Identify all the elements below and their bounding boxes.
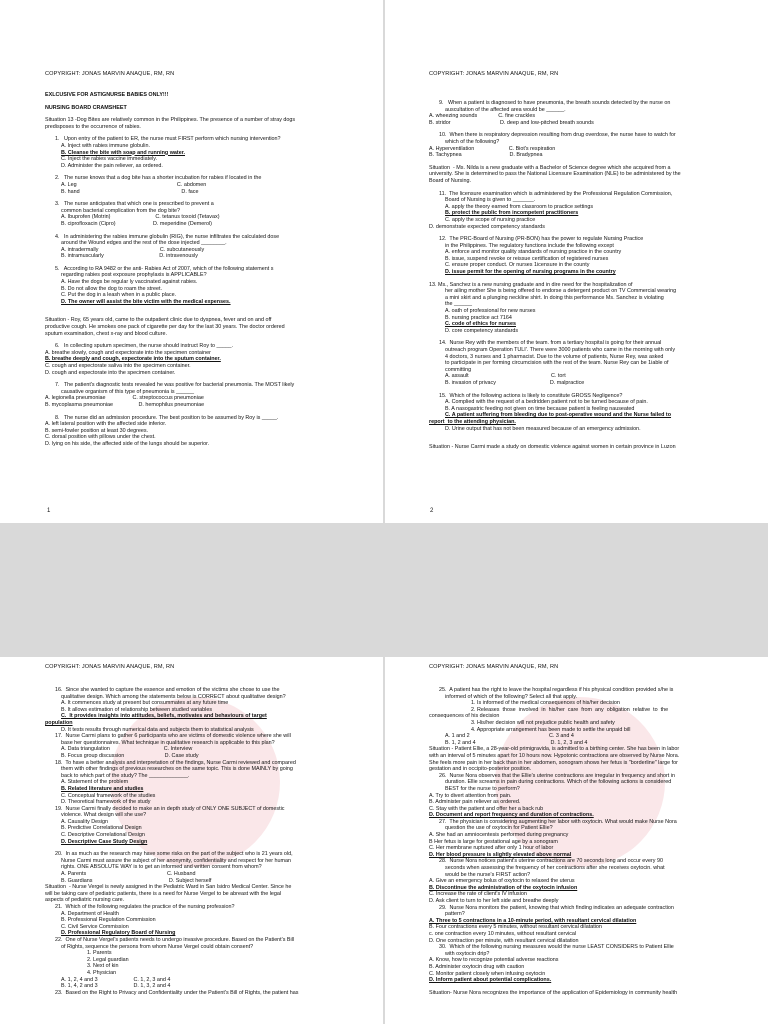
text-line: committing: [445, 366, 472, 373]
text-line: A. left lateral position with the affected side inferior.: [45, 421, 167, 428]
text-line: with an interval of 5 minutes apart for 10 hours now. Hypotonic contractions are observed by Nurse Nora.: [429, 752, 680, 759]
text-line: 13. Ms., Sanchez is a new nursing graduate and in dire need for the hospitalization of: [429, 281, 633, 288]
text-line: 22. One of Nurse Vergel's patients needs to undergo invasive procedure. Based on the Patient's Bill: [55, 936, 295, 943]
text-line: her ailing mother She is being offered to endorse a detergent product on TV Commercial wearing: [445, 288, 677, 295]
text-line: violence. What design will she use?: [61, 812, 147, 819]
text-line: B. issue, suspend revoke or reissue certification of registered nurses: [445, 255, 609, 262]
text-line: A. Hyperventilation C. Biot's respiration: [429, 145, 556, 152]
text-line: duration. Ellie screams in pain during contractions. Which of the following actions is considered: [445, 779, 672, 786]
text-line: D. demonstrate expected competency standards: [429, 223, 545, 230]
text-line: 4. Appropriate arrangement has been made to settle the unpaid bill: [471, 726, 631, 733]
text-line: A. assault C. tort: [445, 373, 566, 380]
text-line: 30. Which of the following nursing measures would the nurse LEAST CONSIDERS to Patient Ellie: [439, 944, 674, 951]
text-line: 6. In collecting sputum specimen, the nurse should instruct Roy to _____.: [55, 343, 233, 350]
page-body: [45, 92, 345, 448]
text-line: a mini skirt and a plunging neckline shirt. In doing this performance Ms. Sanchez is violating: [445, 294, 664, 301]
text-line: A. Data triangulation C. Interview: [61, 746, 193, 753]
text-line: 3. Next of kin: [87, 963, 119, 970]
text-line: B. ciprofloxacin (Cipro) D. meperidine (Demerol): [61, 220, 212, 227]
page-4: [385, 657, 768, 1024]
text-line: base her questionnaires. What technique in qualitative research is applicable to this plan?: [61, 739, 275, 746]
text-line: B Her fetus is large for gestational age by a sonogram: [429, 838, 558, 845]
text-line: A. It commences study at present but consummates at any future time: [61, 700, 229, 707]
copyright-header: COPYRIGHT: JONAS MARVIN ANAQUE, RM, RN: [429, 664, 559, 670]
text-line: 15. Which of the following actions is likely to constitute GROSS Negligence?: [439, 392, 623, 399]
copyright-header: COPYRIGHT: JONAS MARVIN ANAQUE, RM, RN: [45, 664, 175, 670]
text-line: A. Department of Health: [61, 910, 119, 917]
text-line: B. It allows estimation of relationship between studied variables: [61, 706, 213, 713]
text-line: regarding rabies post exposure prophylaxis is APPLICABLE?: [61, 272, 207, 279]
page-body: [429, 100, 734, 451]
text-line: B. Guardians D. Subject herself: [61, 877, 212, 884]
page-3: [0, 657, 383, 1024]
text-line: B. intramuscularly D. intravenously: [61, 253, 198, 260]
text-line: D. Inform patient about potential complications.: [429, 977, 552, 984]
text-line: outreach program Operation TULI'. There were 3000 patients who came in the morning with only: [445, 347, 676, 353]
text-line: gestation and in occipito-posterior position.: [429, 766, 532, 773]
text-line: Situation - Roy, 65 years old, came to the outpatient clinic due to dyspnea, fever and on and off: [45, 317, 272, 324]
text-line: 2. The nurse knows that a dog bite has a shorter incubation for rabies if located in the: [55, 175, 262, 182]
text-line: D. Ask client to turn to her left side and breathe deeply: [429, 898, 559, 904]
text-line: them with other findings of previous researches on the same topic. This is done MAINLY by going: [61, 766, 293, 773]
text-line: common bacterial complication from the dog bite?: [61, 207, 180, 214]
text-line: pattern?: [445, 911, 465, 918]
text-line: C. Put the dog in a leash when in a public place.: [61, 292, 177, 299]
text-line: 4. In administering the rabies immune globulin (RIG), the nurse infiltrates the calculated dose: [55, 233, 280, 240]
text-line: A. Complied with the request of a bedridden patient not to be turned because of pain.: [445, 399, 648, 406]
text-line: 8. The nurse did an admission procedure. The best position to be assumed by Roy is _____.: [55, 414, 279, 421]
text-line: of Rights, sequence the persons from whom Nurse Vergel could obtain consent?: [61, 943, 254, 950]
text-line: D. cough and expectorate into the specimen container.: [45, 369, 176, 376]
text-line: C. It provides insights into attitudes, beliefs, motivates and behaviours of target: [61, 713, 267, 720]
text-line: She feels more pain in her back than in her abdomen, sonogram shows her fetus is "borderline" large for: [429, 759, 678, 766]
text-line: A. breathe slowly, cough and expectorate into the specimen container: [45, 349, 211, 356]
text-line: B. Related literature and studies: [61, 785, 144, 792]
text-line: 1. Is informed of the medical consequences of his/her decision: [471, 700, 620, 707]
text-line: C. Inject the rabies vaccine immediately.: [61, 156, 158, 163]
text-line: 26. Nurse Nora observes that the Ellie's uterine contractions are irregular in frequency and short in: [439, 772, 675, 779]
text-line: A. Know, how to recognize potential adverse reactions: [429, 957, 559, 964]
text-line: A. Ibuprofen (Motrin) C. tetanus toxoid (Tetavax): [61, 214, 220, 221]
text-line: C. A patient suffering from bleeding due to post-operative wound and the Nurse failed to: [445, 412, 672, 419]
page-2: [385, 0, 768, 523]
text-line: 16. Since she wanted to capture the essence and emotion of the victims she chose to use the: [55, 687, 280, 693]
text-line: A. enforce and monitor quality standards of nursing practice in the country: [445, 249, 622, 256]
text-line: Situation - Ms. Nilda is a new graduate with a Bachelor of Science degree which she acquired from a: [429, 164, 671, 171]
text-line: population: [45, 719, 73, 726]
text-line: Situation - Nurse Carmi made a study on domestic violence against women in certain province in Luzon: [429, 444, 676, 451]
text-line: will be taking care of pediatric patients, there is a need for Nurse Vergel to be abreast with the legal: [45, 890, 282, 897]
text-line: NURSING BOARD CRAMSHEET: [45, 104, 127, 111]
text-line: 18. To have a better analysis and interpretation of the findings, Nurse Carmi reviewed and compared: [55, 759, 296, 766]
text-line: A. Leg C. abdomen: [61, 181, 207, 188]
text-line: B. Cleanse the bite with soap and running water.: [61, 149, 186, 156]
text-line: sputum examination, chest x-ray and blood culture.: [45, 330, 167, 337]
text-line: 19. Nurse Carmi finally decided to make an in depth study of ONLY ONE SUBJECT of domestic: [55, 805, 285, 812]
text-line: productive cough. He smokes one pack of cigarette per day for the last 30 years. The doctor ordered: [45, 324, 285, 331]
text-line: D. issue permit for the opening of nursing programs in the country: [445, 269, 616, 276]
text-line: with oxytocin drip?: [445, 950, 490, 957]
copyright-header: COPYRIGHT: JONAS MARVIN ANAQUE, RM, RN: [45, 71, 175, 77]
copyright-header: COPYRIGHT: JONAS MARVIN ANAQUE, RM, RN: [429, 71, 559, 77]
text-line: report to the attending physician.: [429, 418, 516, 425]
text-line: A. Causality Design: [61, 818, 109, 825]
text-line: B. Tachypnea D. Bradypnea: [429, 152, 543, 159]
text-line: 25. A patient has the right to leave the hospital regardless if his physical condition provided s/he is: [439, 687, 674, 693]
page-number: 2: [430, 508, 434, 514]
text-line: C. ensure proper conduct. Or nurses 1icensure in the county: [445, 262, 590, 269]
page-1: [0, 0, 383, 523]
text-line: predisposes to the occurrence of rabies.: [45, 123, 141, 130]
text-line: B. Discontinue the administration of the oxytocin infusion: [429, 884, 578, 891]
text-line: D. Professional Regulatory Board of Nursing: [61, 930, 176, 937]
text-line: B. Administer pain reliever as ordered.: [429, 799, 521, 806]
text-line: 10. When there is respiratory depression resulting from drug overdose, the nurse have to watch for: [439, 132, 676, 139]
text-line: B. Predictive Correlational Design: [61, 825, 142, 832]
text-line: causative organism of this type of pneumonia is ______: [61, 388, 195, 395]
text-line: A. legionella pneumoniae C. streptococcus pneumoniae: [45, 395, 204, 402]
text-line: B. invasion of privacy D. malpractice: [445, 379, 585, 386]
text-line: A. intradermally C. subcutaneously: [61, 246, 205, 253]
page-body: [45, 687, 348, 996]
text-line: 2. Releases those involved in his/her care from any obligation relative to the: [471, 706, 669, 713]
text-line: around the Wound edges and the rest of the dose injected ________.: [61, 240, 227, 247]
text-line: back to which part of the study? The _____________.: [61, 772, 190, 779]
text-line: D. Theoretical framework of the study: [61, 799, 151, 806]
text-line: Situation- Nurse Nora recognizes the importance of the application of Epidemiology in community health: [429, 989, 678, 996]
text-line: 29. Nurse Nora monitors the patient, knowing that which finding indicates an adequate contraction: [439, 904, 674, 911]
text-line: 3. His/her decision will not prejudice public health and safety: [471, 719, 615, 726]
text-line: 4. Physician: [87, 969, 117, 976]
text-line: 11. The licensure examination which is administered by the Professional Regulation Commission,: [439, 190, 673, 197]
text-line: A. Have the dogs be regular ly vaccinated against rabies.: [61, 279, 198, 286]
text-line: D. The owner will assist the bite victim with the medical expenses.: [61, 298, 231, 305]
text-line: rights. ONE ABSOLUTE WAY is to get an informed and written consent from whom?: [61, 864, 262, 871]
text-line: 12. The PRC-Board of Nursing (PR-BON) has the power to regulate Nursing Practice: [439, 236, 644, 243]
text-line: C. dorsal position with pillows under the chest.: [45, 434, 156, 441]
text-line: A. 1 and 2 C. 3 and 4: [445, 733, 574, 740]
text-line: Nurse Carmi must assure the subject of her anonymity, confidentiality and respect for her human: [61, 857, 292, 864]
text-line: 17. Nurse Carmi plans to gather 6 participants who are victims of domestic violence where she will: [55, 733, 291, 740]
text-line: auscultation of the affected area would be ______.: [445, 106, 566, 113]
text-line: D. Urine output that has not been measured because of an emergency admission.: [445, 425, 641, 432]
text-line: aspects of pediatric nursing care.: [45, 897, 125, 904]
text-line: D. One contraction per minute, with resultant cervical dilatation: [429, 937, 579, 944]
text-line: Situation - Nurse Vergel is newly assigned in the Pediatric Ward in San Isidro Medical Center. Since he: [45, 884, 292, 891]
text-line: c. one contraction every 10 minutes, without resultant cervical: [429, 930, 577, 937]
text-line: B. nursing practice act 7164: [445, 314, 512, 321]
text-line: 9. When a patient is diagnosed to have pneumonia, the breath sounds detected by the nurse on: [439, 100, 671, 106]
text-line: A. oath of professional for new nurses: [445, 308, 536, 315]
text-line: A. Three to 5 contractions in a 10-minute period, with resultant cervical dilatation: [429, 917, 637, 924]
text-line: 3. The nurse anticipates that which one is prescribed to prevent a: [55, 201, 214, 208]
text-line: D. lying on his side, the affected side of the lungs should be superior.: [45, 440, 210, 447]
text-line: BEST for the nurse to perform?: [445, 785, 520, 792]
text-line: B. protect the public from incompetent practitioners: [445, 210, 579, 217]
text-line: B. semi-fowler position at least 30 degrees.: [45, 427, 149, 434]
text-line: D. Her blood pressure is slightly elevated above normal: [429, 851, 572, 858]
text-line: B. Professional Regulation Commission: [61, 917, 156, 924]
text-line: EXLCUSIVE FOR ASTIGNURSE BABIES ONLY!!!: [45, 92, 169, 98]
text-line: C. Monitor patient closely when infusing oxytocin: [429, 970, 546, 977]
text-line: C. cough and expectorate saliva into the specimen container.: [45, 363, 191, 369]
text-line: would be the nurse's FIRST action?: [445, 871, 531, 878]
text-line: 1. Upon entry of the patient to ER, the nurse must FIRST perform which nursing intervention?: [55, 136, 281, 143]
text-line: C. code of ethics for nurses: [445, 321, 516, 328]
text-line: C. Increase the rate of client's IV infusion: [429, 891, 527, 898]
text-line: which of the following?: [445, 138, 500, 145]
text-line: 21. Which of the following regulates the practice of the nursing profession?: [55, 904, 235, 910]
text-line: A. wheezing sounds C. fine crackles: [429, 113, 536, 120]
text-line: D. Administer the pain reliever, as ordered.: [61, 162, 163, 169]
text-line: A. Inject with rabies immune globulin.: [61, 142, 150, 149]
text-line: B. 1, 2 and 4 D. 1, 2, 3 and 4: [445, 739, 588, 746]
page-body: [429, 687, 734, 996]
text-line: B. Do not allow the dog to roam the street.: [61, 285, 162, 292]
text-line: D. It tests results through numerical data and subjects them to statistical analysis: [61, 726, 254, 733]
text-line: A. 1, 2, 4 and 3 C. 1, 2, 3 and 4: [61, 976, 171, 983]
text-line: the ______: [445, 301, 472, 308]
text-line: B. hand D. face: [61, 188, 199, 195]
text-line: 20. In as much as the research may have some risks on the part of the subject who is 21 years old,: [55, 851, 293, 858]
text-line: B. Administer oxytocin drug with caution: [429, 963, 525, 970]
text-line: C. Conceptual framework of the studies: [61, 792, 156, 799]
text-line: Situation 13 -Dog Bites are relatively common in the Philippines. The presence of a number of stray dogs: [45, 117, 296, 124]
text-line: C. Her membrane ruptured after only 1 hour of labor: [429, 845, 554, 852]
text-line: A. Try to divert attention from pain.: [429, 792, 512, 799]
text-line: B. Focus group discussion D. Case study: [61, 752, 199, 759]
text-line: B. Four contractions every 5 minutes, without resultant cervical dilatation: [429, 924, 602, 931]
text-line: consequences of his decision: [429, 713, 500, 720]
text-line: A. apply the theory earned from classroom to practice settings: [445, 203, 594, 210]
text-line: C. Descriptive Correlational Design: [61, 832, 145, 839]
text-line: informed of which of the following? Select all that apply.: [445, 693, 578, 700]
text-line: 14. Nurse Rey with the members of the team. from a tertiary hospital is going for their annual: [439, 340, 662, 347]
text-line: C. apply the scope of nursing practice: [445, 216, 536, 223]
text-line: qualitative design. Which among the statements below is CORRECT about qualitative design?: [61, 693, 286, 700]
text-line: seconds when assessing the frequency of her contractions after she receives oxytocin. what: [445, 865, 665, 872]
text-line: B. mycoplasma pneumoniae D. hemophilus pneumoniae: [45, 401, 205, 408]
text-line: B. A nasogastric feeding not given on time because patient is feeling nauseated: [445, 405, 635, 412]
text-line: A. Statement of the problem: [61, 779, 129, 786]
text-line: question the use of oxytocin for Patient Ellie?: [445, 825, 553, 832]
text-line: C. Civil Service Commission: [61, 923, 129, 930]
text-line: 27. The physician is considering augmenting her labor with oxytocin. What would make Nurse Nora: [439, 818, 677, 825]
text-line: 28. Nurse Nora notices patient's uterine contractions are 70 seconds long and occur every 90: [439, 858, 663, 865]
text-line: in the Philippines. The regulatory functions include the following except: [445, 242, 614, 249]
text-line: B. 1, 4, 2 and 3 D. 1, 3, 2 and 4: [61, 983, 171, 990]
text-line: Situation - Patient Ellie, a 28-year-old primigravida, is admitted to a birthing center. She has been in labor: [429, 746, 680, 753]
text-line: 2. Legal guardian: [87, 956, 129, 963]
text-line: to participate in per forming circumcision with the rest of the team. Nurse Rey can be 1iable of: [445, 360, 669, 367]
page-number: 1: [47, 508, 51, 514]
text-line: 1. Parents: [87, 950, 112, 957]
text-line: 4 doctors, 3 nurses and 1 pharmacist. Due to the volume of patients, Nurse Rey, was asked: [445, 353, 664, 360]
text-line: 23. Based on the Right to Privacy and Confidentiality under the Patient's Bill of Rights, the patient has: [55, 989, 299, 996]
text-line: university. She is determined to pass the National Licensure Examination (NLE) to be administered by the: [429, 171, 681, 178]
text-line: D. core competency standards: [445, 327, 519, 334]
text-line: A. Give an emergency bolus of oxytocin to relaxed the uterus: [429, 878, 575, 885]
text-line: D. Document and report frequency and duration of contractions.: [429, 812, 594, 819]
text-line: C. Stay with the patient and offer her a back rub: [429, 805, 544, 812]
text-line: B. breathe deeply and cough, expectorate into the sputum container.: [45, 356, 221, 363]
text-line: Board of Nursing is given to _______.: [445, 197, 536, 204]
text-line: A. Parents C. Husband: [61, 871, 196, 878]
text-line: D. Descriptive Case Study Design: [61, 838, 148, 845]
text-line: A. She had an amniocentesis performed during pregnancy: [429, 832, 569, 839]
text-line: B. stridor D. deep and low-pitched breath sounds: [429, 119, 594, 126]
text-line: Board of Nursing.: [429, 177, 471, 184]
text-line: 5. According to RA 9482 or the anti- Rabies Act of 2007, which of the following statement s: [55, 265, 274, 272]
text-line: 7. The patient's diagnostic tests revealed he was positive for bacterial pneumonia. The MOST likely: [55, 382, 295, 389]
